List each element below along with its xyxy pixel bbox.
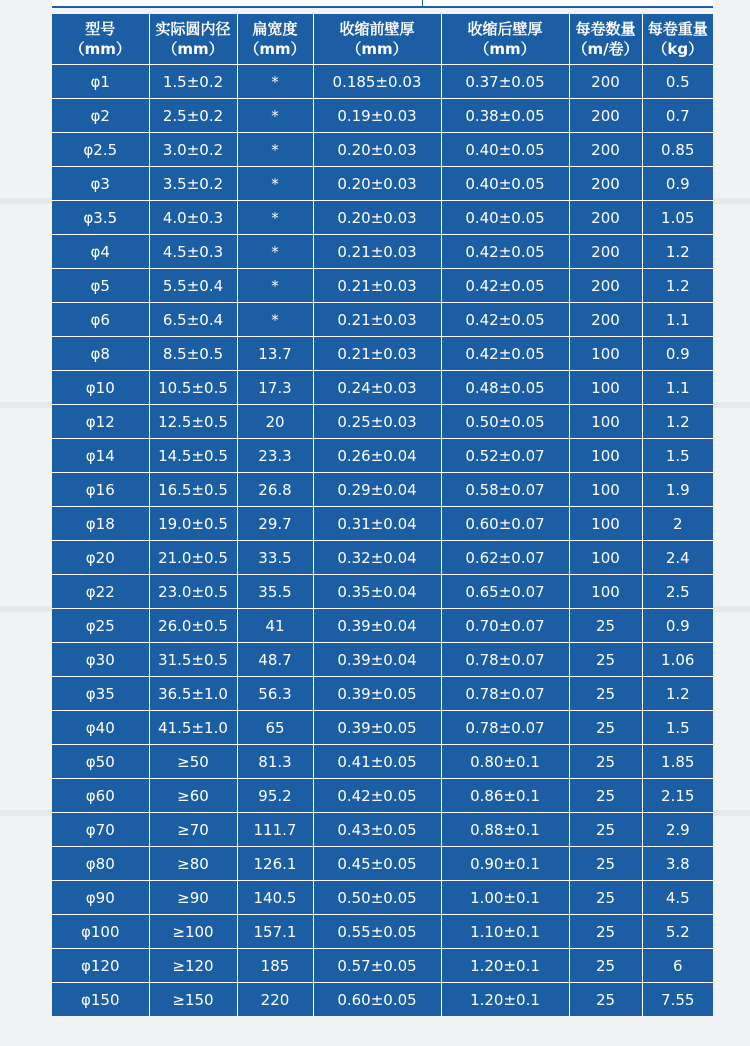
header-row <box>52 14 713 65</box>
header-cell-weight-per-roll: 每卷重量 （kg） <box>642 14 713 65</box>
cell-wall-before: 0.20±0.03 <box>313 167 441 201</box>
table-row <box>52 745 713 779</box>
cell-wall-after: 0.38±0.05 <box>441 99 569 133</box>
cell-model: φ10 <box>52 371 149 405</box>
cell-weight-per-roll: 1.5 <box>642 439 713 473</box>
cell-wall-before: 0.185±0.03 <box>313 65 441 99</box>
cell-model: φ4 <box>52 235 149 269</box>
cell-flat-width: 48.7 <box>237 643 313 677</box>
cell-wall-after: 0.86±0.1 <box>441 779 569 813</box>
cell-qty-per-roll: 100 <box>569 507 642 541</box>
cell-qty-per-roll: 25 <box>569 949 642 983</box>
table-row <box>52 779 713 813</box>
cell-wall-before: 0.20±0.03 <box>313 201 441 235</box>
cell-model: φ14 <box>52 439 149 473</box>
cell-model: φ80 <box>52 847 149 881</box>
table-row <box>52 235 713 269</box>
cell-model: φ5 <box>52 269 149 303</box>
cell-qty-per-roll: 200 <box>569 133 642 167</box>
cell-inner-diameter: 10.5±0.5 <box>149 371 237 405</box>
cell-flat-width: 126.1 <box>237 847 313 881</box>
cell-inner-diameter: 12.5±0.5 <box>149 405 237 439</box>
cell-inner-diameter: 19.0±0.5 <box>149 507 237 541</box>
cell-qty-per-roll: 25 <box>569 711 642 745</box>
cell-model: φ16 <box>52 473 149 507</box>
cell-inner-diameter: 16.5±0.5 <box>149 473 237 507</box>
table-row <box>52 609 713 643</box>
table-row <box>52 133 713 167</box>
cell-qty-per-roll: 100 <box>569 405 642 439</box>
cell-flat-width: 23.3 <box>237 439 313 473</box>
table-row <box>52 269 713 303</box>
cell-qty-per-roll: 25 <box>569 881 642 915</box>
cell-qty-per-roll: 100 <box>569 473 642 507</box>
cell-wall-after: 0.50±0.05 <box>441 405 569 439</box>
cell-qty-per-roll: 200 <box>569 167 642 201</box>
cell-wall-after: 0.42±0.05 <box>441 303 569 337</box>
cell-wall-after: 0.90±0.1 <box>441 847 569 881</box>
cell-weight-per-roll: 0.7 <box>642 99 713 133</box>
cell-weight-per-roll: 1.2 <box>642 269 713 303</box>
table-row <box>52 949 713 983</box>
cell-model: φ35 <box>52 677 149 711</box>
cell-qty-per-roll: 25 <box>569 609 642 643</box>
cell-qty-per-roll: 100 <box>569 337 642 371</box>
cell-flat-width: 185 <box>237 949 313 983</box>
cell-wall-before: 0.24±0.03 <box>313 371 441 405</box>
cell-wall-before: 0.39±0.05 <box>313 677 441 711</box>
cell-model: φ1 <box>52 65 149 99</box>
cell-qty-per-roll: 25 <box>569 915 642 949</box>
cell-wall-after: 0.40±0.05 <box>441 167 569 201</box>
cell-flat-width: 17.3 <box>237 371 313 405</box>
cell-wall-after: 0.58±0.07 <box>441 473 569 507</box>
cell-inner-diameter: ≥150 <box>149 983 237 1017</box>
cell-inner-diameter: 36.5±1.0 <box>149 677 237 711</box>
cell-weight-per-roll: 5.2 <box>642 915 713 949</box>
header-cell-wall-after: 收缩后壁厚 （mm） <box>441 14 569 65</box>
cell-inner-diameter: 23.0±0.5 <box>149 575 237 609</box>
cell-wall-before: 0.21±0.03 <box>313 303 441 337</box>
header-cell-wall-before: 收缩前壁厚 （mm） <box>313 14 441 65</box>
cell-inner-diameter: 26.0±0.5 <box>149 609 237 643</box>
cell-inner-diameter: 41.5±1.0 <box>149 711 237 745</box>
cell-flat-width: * <box>237 133 313 167</box>
cell-wall-after: 0.88±0.1 <box>441 813 569 847</box>
cell-inner-diameter: 6.5±0.4 <box>149 303 237 337</box>
cell-flat-width: 65 <box>237 711 313 745</box>
cell-inner-diameter: 3.0±0.2 <box>149 133 237 167</box>
cell-model: φ3.5 <box>52 201 149 235</box>
table-row <box>52 473 713 507</box>
cell-flat-width: 26.8 <box>237 473 313 507</box>
table-row <box>52 575 713 609</box>
table-header <box>52 14 713 65</box>
cell-wall-before: 0.21±0.03 <box>313 235 441 269</box>
table-row <box>52 983 713 1017</box>
cell-wall-after: 0.60±0.07 <box>441 507 569 541</box>
header-cell-inner-diameter: 实际圆内径 （mm） <box>149 14 237 65</box>
cell-wall-after: 0.42±0.05 <box>441 235 569 269</box>
cell-qty-per-roll: 200 <box>569 65 642 99</box>
cell-model: φ30 <box>52 643 149 677</box>
cell-weight-per-roll: 1.5 <box>642 711 713 745</box>
cell-wall-before: 0.42±0.05 <box>313 779 441 813</box>
cell-qty-per-roll: 200 <box>569 303 642 337</box>
cell-wall-before: 0.19±0.03 <box>313 99 441 133</box>
top-border-strip <box>52 0 713 8</box>
cell-wall-after: 0.62±0.07 <box>441 541 569 575</box>
table-row <box>52 541 713 575</box>
cell-flat-width: * <box>237 235 313 269</box>
cell-wall-after: 1.00±0.1 <box>441 881 569 915</box>
cell-flat-width: 41 <box>237 609 313 643</box>
table-row <box>52 65 713 99</box>
cell-wall-after: 1.20±0.1 <box>441 949 569 983</box>
cell-flat-width: 140.5 <box>237 881 313 915</box>
cell-wall-after: 0.37±0.05 <box>441 65 569 99</box>
cell-inner-diameter: 4.0±0.3 <box>149 201 237 235</box>
cell-flat-width: 95.2 <box>237 779 313 813</box>
cell-wall-after: 0.78±0.07 <box>441 711 569 745</box>
cell-wall-before: 0.39±0.04 <box>313 643 441 677</box>
cell-model: φ120 <box>52 949 149 983</box>
cell-weight-per-roll: 7.55 <box>661 990 695 1009</box>
cell-inner-diameter: 5.5±0.4 <box>149 269 237 303</box>
table-row <box>52 813 713 847</box>
cell-weight-per-roll: 1.06 <box>642 643 713 677</box>
table-row <box>52 677 713 711</box>
cell-flat-width: 29.7 <box>237 507 313 541</box>
cell-qty-per-roll: 25 <box>569 813 642 847</box>
table-row <box>52 337 713 371</box>
cell-inner-diameter: 1.5±0.2 <box>149 65 237 99</box>
cell-inner-diameter: 21.0±0.5 <box>149 541 237 575</box>
cell-weight-per-roll: 1.05 <box>642 201 713 235</box>
cell-model: φ12 <box>52 405 149 439</box>
cell-wall-after: 0.78±0.07 <box>441 677 569 711</box>
cell-wall-before: 0.55±0.05 <box>313 915 441 949</box>
cell-model: φ150 <box>52 983 149 1017</box>
table-row <box>52 167 713 201</box>
cell-inner-diameter: ≥120 <box>149 949 237 983</box>
cell-qty-per-roll: 25 <box>569 983 642 1017</box>
cell-inner-diameter: ≥100 <box>149 915 237 949</box>
cell-wall-before: 0.57±0.05 <box>313 949 441 983</box>
header-cell-flat-width: 扁宽度 （mm） <box>237 14 313 65</box>
cell-inner-diameter: ≥80 <box>149 847 237 881</box>
cell-weight-per-roll: 4.5 <box>642 881 713 915</box>
table-row <box>52 201 713 235</box>
cell-wall-before: 0.32±0.04 <box>313 541 441 575</box>
cell-inner-diameter: 8.5±0.5 <box>149 337 237 371</box>
cell-wall-before: 0.50±0.05 <box>313 881 441 915</box>
cell-model: φ100 <box>52 915 149 949</box>
cell-wall-after: 1.20±0.1 <box>441 983 569 1017</box>
cell-qty-per-roll: 25 <box>569 677 642 711</box>
cell-flat-width: 157.1 <box>237 915 313 949</box>
cell-flat-width: 220 <box>237 983 313 1017</box>
cell-qty-per-roll: 100 <box>569 439 642 473</box>
header-cell-qty-per-roll: 每卷数量 （m/卷） <box>569 14 642 65</box>
cell-flat-width: 33.5 <box>237 541 313 575</box>
cell-wall-before: 0.29±0.04 <box>313 473 441 507</box>
cell-wall-after: 0.48±0.05 <box>441 371 569 405</box>
cell-qty-per-roll: 100 <box>569 541 642 575</box>
cell-model: φ70 <box>52 813 149 847</box>
cell-weight-per-roll: 2.4 <box>642 541 713 575</box>
cell-qty-per-roll: 200 <box>569 201 642 235</box>
cell-flat-width: * <box>237 99 313 133</box>
cell-inner-diameter: ≥90 <box>149 881 237 915</box>
cell-wall-after: 0.40±0.05 <box>441 201 569 235</box>
cell-wall-after: 0.65±0.07 <box>441 575 569 609</box>
cell-qty-per-roll: 25 <box>569 643 642 677</box>
cell-inner-diameter: 2.5±0.2 <box>149 99 237 133</box>
cell-weight-per-roll: 1.2 <box>642 235 713 269</box>
table-row <box>52 847 713 881</box>
cell-model: φ8 <box>52 337 149 371</box>
cell-wall-before: 0.31±0.04 <box>313 507 441 541</box>
table-row <box>52 881 713 915</box>
cell-wall-after: 0.70±0.07 <box>441 609 569 643</box>
cell-flat-width: 20 <box>237 405 313 439</box>
cell-wall-before: 0.26±0.04 <box>313 439 441 473</box>
cell-flat-width: * <box>237 303 313 337</box>
cell-weight-per-roll: 0.9 <box>642 167 713 201</box>
cell-weight-per-roll: 2 <box>642 507 713 541</box>
cell-wall-before: 0.60±0.05 <box>313 983 441 1017</box>
table-row <box>52 439 713 473</box>
cell-wall-before: 0.20±0.03 <box>313 133 441 167</box>
cell-inner-diameter: 4.5±0.3 <box>149 235 237 269</box>
cell-flat-width: * <box>237 201 313 235</box>
cell-inner-diameter: 31.5±0.5 <box>149 643 237 677</box>
cell-wall-before: 0.41±0.05 <box>313 745 441 779</box>
table-row <box>52 371 713 405</box>
cell-weight-per-roll: 0.5 <box>642 65 713 99</box>
cell-wall-after: 0.42±0.05 <box>441 269 569 303</box>
cell-wall-after: 0.42±0.05 <box>441 337 569 371</box>
cell-weight-per-roll: 1.85 <box>642 745 713 779</box>
cell-model: φ6 <box>52 303 149 337</box>
cell-wall-before: 0.45±0.05 <box>313 847 441 881</box>
cell-model: φ2.5 <box>52 133 149 167</box>
cell-flat-width: 111.7 <box>237 813 313 847</box>
cell-model: φ2 <box>52 99 149 133</box>
table-row <box>52 711 713 745</box>
cell-qty-per-roll: 200 <box>569 235 642 269</box>
cell-inner-diameter: ≥70 <box>149 813 237 847</box>
table-row <box>52 507 713 541</box>
cell-wall-after: 1.10±0.1 <box>441 915 569 949</box>
table-row <box>52 303 713 337</box>
cell-flat-width: 81.3 <box>237 745 313 779</box>
cell-wall-after: 0.40±0.05 <box>441 133 569 167</box>
cell-model: φ60 <box>52 779 149 813</box>
cell-weight-per-roll: 2.15 <box>642 779 713 813</box>
cell-flat-width: 56.3 <box>237 677 313 711</box>
cell-wall-after: 0.78±0.07 <box>441 643 569 677</box>
cell-wall-before: 0.21±0.03 <box>313 269 441 303</box>
cell-weight-per-roll: 2.9 <box>642 813 713 847</box>
cell-qty-per-roll: 100 <box>569 575 642 609</box>
cell-weight-per-roll: 0.9 <box>642 337 713 371</box>
cell-flat-width: * <box>237 65 313 99</box>
cell-model: φ50 <box>52 745 149 779</box>
cell-weight-per-roll: 1.1 <box>642 371 713 405</box>
cell-qty-per-roll: 25 <box>569 779 642 813</box>
cell-qty-per-roll: 25 <box>569 847 642 881</box>
cell-inner-diameter: 14.5±0.5 <box>149 439 237 473</box>
cell-weight-per-roll: 1.2 <box>642 677 713 711</box>
cell-qty-per-roll: 100 <box>569 371 642 405</box>
cell-qty-per-roll: 200 <box>569 99 642 133</box>
table-row <box>52 915 713 949</box>
cell-weight-per-roll: 2.5 <box>642 575 713 609</box>
top-border-tick <box>422 0 423 8</box>
cell-inner-diameter: ≥60 <box>149 779 237 813</box>
cell-flat-width: * <box>237 269 313 303</box>
cell-weight-per-roll: 6 <box>642 949 713 983</box>
cell-flat-width: * <box>237 167 313 201</box>
cell-wall-before: 0.25±0.03 <box>313 405 441 439</box>
cell-weight-per-roll: 3.8 <box>642 847 713 881</box>
cell-inner-diameter: 3.5±0.2 <box>149 167 237 201</box>
cell-inner-diameter: ≥50 <box>149 745 237 779</box>
spec-table <box>52 14 713 1016</box>
cell-model: φ3 <box>52 167 149 201</box>
table-row <box>52 643 713 677</box>
cell-wall-before: 0.21±0.03 <box>313 337 441 371</box>
cell-wall-before: 0.39±0.04 <box>313 609 441 643</box>
cell-wall-before: 0.43±0.05 <box>313 813 441 847</box>
cell-flat-width: 13.7 <box>237 337 313 371</box>
cell-model: φ20 <box>52 541 149 575</box>
table-row <box>52 99 713 133</box>
cell-weight-per-roll: 1.9 <box>642 473 713 507</box>
table-body <box>52 65 713 1017</box>
cell-weight-per-roll: 0.85 <box>642 133 713 167</box>
cell-model: φ40 <box>52 711 149 745</box>
cell-weight-per-roll: 1.2 <box>642 405 713 439</box>
cell-wall-before: 0.35±0.04 <box>313 575 441 609</box>
cell-model: φ25 <box>52 609 149 643</box>
cell-wall-before: 0.39±0.05 <box>313 711 441 745</box>
cell-model: φ22 <box>52 575 149 609</box>
cell-wall-after: 0.52±0.07 <box>441 439 569 473</box>
cell-flat-width: 35.5 <box>237 575 313 609</box>
cell-weight-per-roll: 0.9 <box>642 609 713 643</box>
header-cell-model: 型号 （mm） <box>52 14 149 65</box>
cell-wall-after: 0.80±0.1 <box>441 745 569 779</box>
cell-model: φ18 <box>52 507 149 541</box>
cell-qty-per-roll: 25 <box>569 745 642 779</box>
cell-weight-per-roll: 1.1 <box>642 303 713 337</box>
cell-qty-per-roll: 200 <box>569 269 642 303</box>
table-row <box>52 405 713 439</box>
cell-model: φ90 <box>52 881 149 915</box>
